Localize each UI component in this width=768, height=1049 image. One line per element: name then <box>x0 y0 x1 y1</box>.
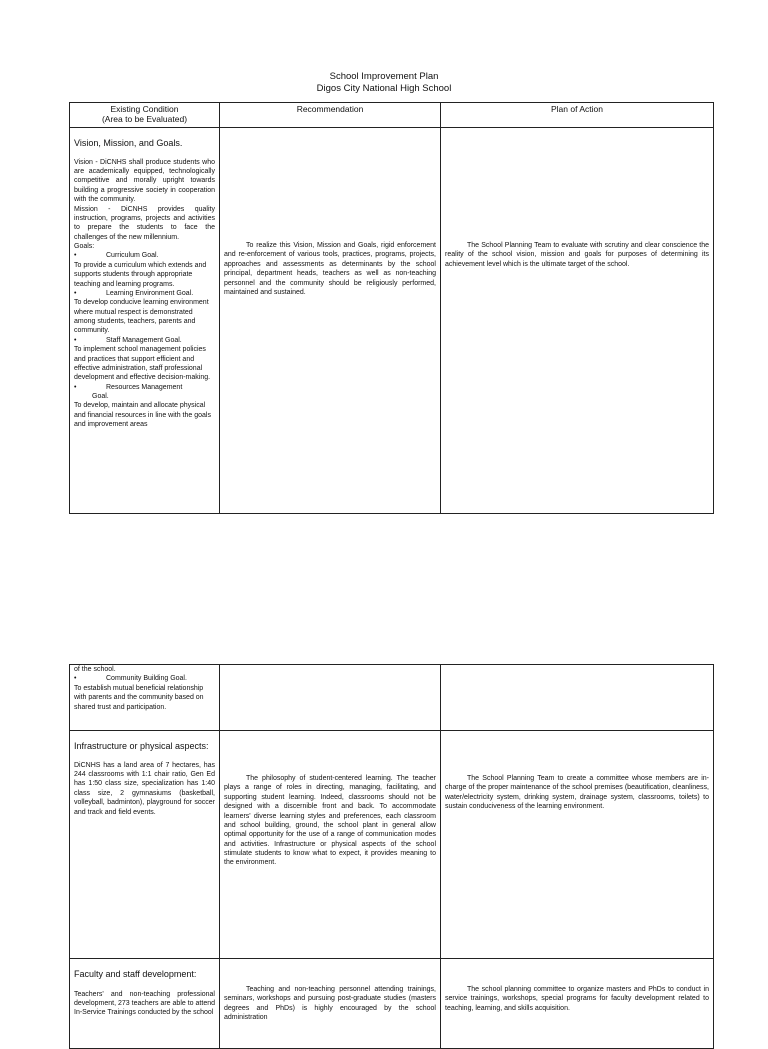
vmg-recommendation-text: To realize this Vision, Mission and Goals, rigid enforcement and re-enforcement of various tools, practices, programs, projects, approaches and assessments as determinants by the school principal, department heads, teachers as well as non-teaching personnel and the community should be religiously performed, maintained and sustained. <box>224 242 436 296</box>
faculty-plan-cell <box>441 959 714 1049</box>
goal-resources-title2: Goal. <box>92 393 109 401</box>
bullet-icon: • <box>74 336 77 344</box>
table-row-community <box>70 665 714 731</box>
faculty-existing-cell <box>70 959 220 1049</box>
goal5-title: Community Building Goal. <box>106 675 187 683</box>
bullet-icon: • <box>74 252 77 260</box>
infra-existing-cell <box>70 731 220 959</box>
infra-plan-text: The School Planning Team to create a committee whose members are in-charge of the proper maintenance of the school premises (beautification, cleanliness, water/electricity system, drinking system, drainage system, classrooms, toilets) to sustain conduciveness of the learning environment. <box>445 775 709 811</box>
improvement-plan-table <box>69 102 714 514</box>
bullet-icon: • <box>74 675 77 683</box>
goal1-title: Curriculum Goal. <box>106 252 159 260</box>
infra-recommendation-text: The philosophy of student-centered learning. The teacher plays a range of roles in directing, managing, facilitating, and supporting student learning. Indeed, classrooms should not be designed with a discernible front and back. To accommodate learners' diverse learning styles and preferences, each classroom and school building, ground, the school plant in general allow optimal opportunity for the use of a range of communication modes and activities. Infrastructure or physical aspects of the school stimulate students to know what to expect, it provides meaning to the environment. <box>224 775 436 867</box>
faculty-heading: Faculty and staff development: <box>74 969 197 979</box>
continued-recommendation-cell <box>220 665 441 731</box>
bullet-icon: • <box>74 383 77 391</box>
faculty-plan-text: The school planning committee to organize masters and PhDs to conduct in service trainings, workshops, special programs for faculty development related to teaching, learning, and skills acquisition. <box>445 986 709 1012</box>
header-existing-line2: (Area to be Evaluated) <box>101 114 188 125</box>
improvement-plan-table-continued <box>69 664 714 1049</box>
infra-plan-cell <box>441 731 714 959</box>
table-row-vmg <box>70 128 714 514</box>
vmg-plan-text: The School Planning Team to evaluate with scrutiny and clear conscience the reality of the school vision, mission and goals for purposes of determining its achievement level which is the ultimate target of the school. <box>445 242 709 268</box>
header-existing-line1: Existing Condition <box>110 104 179 114</box>
goal3-title: Staff Management Goal. <box>106 336 182 344</box>
infra-recommendation-cell <box>220 731 441 959</box>
goal2-title: Learning Environment Goal. <box>106 289 194 297</box>
vmg-recommendation-cell <box>220 128 441 514</box>
header-existing-condition <box>70 103 220 128</box>
goals-label: Goals: <box>74 243 95 251</box>
faculty-existing-text: Teachers' and non-teaching professional development, 273 teachers are able to attend In-Service Trainings conducted by the school <box>74 990 215 1017</box>
table-row-infrastructure <box>70 731 714 959</box>
goal-resources-title <box>74 383 215 392</box>
vmg-heading: Vision, Mission, and Goals. <box>74 138 183 148</box>
table-row-faculty <box>70 959 714 1049</box>
goal-staff-title <box>74 336 215 345</box>
vmg-existing-cell <box>70 128 220 514</box>
school-name: Digos City National High School <box>316 83 452 94</box>
goal-learning-title <box>74 289 215 298</box>
bullet-icon: • <box>74 289 77 297</box>
goal-community-title <box>74 674 215 683</box>
goal-staff-text: To implement school management policies and practices that support efficient and effective administration, staff professional development and effective decision-making. <box>74 346 211 382</box>
goal-community-text: To establish mutual beneficial relationship with parents and the community based on shared trust and participation. <box>74 684 204 711</box>
document-title: School Improvement Plan <box>329 71 439 82</box>
infra-heading: Infrastructure or physical aspects: <box>74 741 209 751</box>
vmg-plan-cell <box>441 128 714 514</box>
goal-curriculum-text: To provide a curriculum which extends and supports students through appropriate teaching and learning programs. <box>74 261 207 288</box>
vision-text: Vision - DiCNHS shall produce students who are academically equipped, technologically competitive and morally upright towards building a progressive society in cooperation with the community. <box>74 158 215 204</box>
mission-text: Mission - DiCNHS provides quality instruction, programs, projects and activities to prepare the students to face the challenges of the new millennium. <box>74 205 215 241</box>
continued-text: of the school. <box>74 666 116 673</box>
goal4-title: Resources Management <box>106 383 183 391</box>
header-recommendation: Recommendation <box>220 103 441 128</box>
goal-curriculum-title <box>74 251 215 260</box>
faculty-recommendation-cell <box>220 959 441 1049</box>
table-header-row <box>70 103 714 128</box>
continued-plan-cell <box>441 665 714 731</box>
goal-resources-text: To develop, maintain and allocate physical and financial resources in line with the goals and improvement areas <box>74 402 211 429</box>
header-plan-of-action: Plan of Action <box>441 103 714 128</box>
goal-learning-text: To develop conducive learning environment where mutual respect is demonstrated among students, teachers, parents and community. <box>74 299 209 335</box>
faculty-recommendation-text: Teaching and non-teaching personnel attending trainings, seminars, workshops and pursuing post-graduate studies (masters degrees and PhDs) is highly encouraged by the school administration <box>224 986 436 1022</box>
continued-existing-cell <box>70 665 220 731</box>
infra-existing-text: DiCNHS has a land area of 7 hectares, has 244 classrooms with 1:1 chair ratio, Gen Ed has 1:50 class size, specialization has 1:40 class size, 2 gymnasiums (basketball, volleyball, badminton), playground for soccer and track and field events. <box>74 761 215 816</box>
